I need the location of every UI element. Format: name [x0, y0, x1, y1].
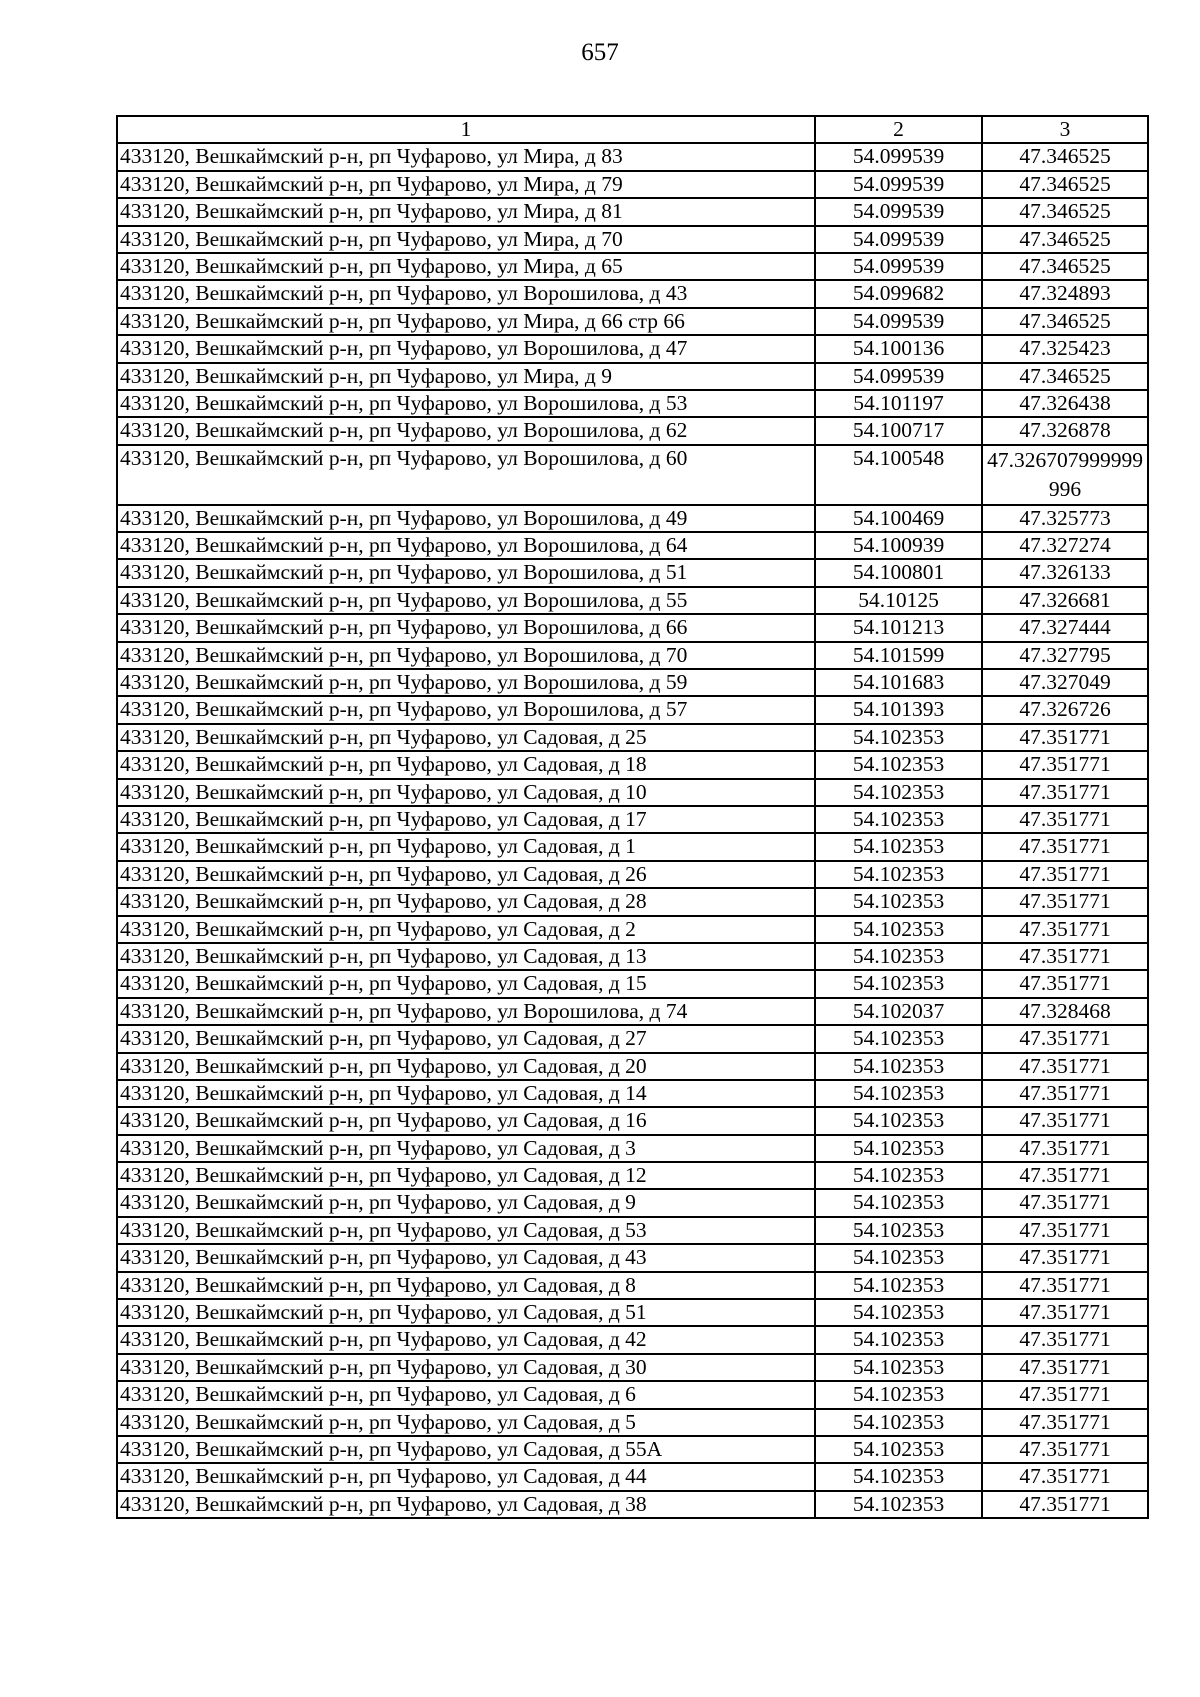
- longitude-cell: 47.351771: [982, 970, 1148, 997]
- table-row: [117, 1299, 1148, 1326]
- table-row: [117, 998, 1148, 1025]
- longitude-cell: 47.327049: [982, 669, 1148, 696]
- address-cell: 433120, Вешкаймский р-н, рп Чуфарово, ул Садовая, д 2: [117, 916, 815, 943]
- address-cell: 433120, Вешкаймский р-н, рп Чуфарово, ул Садовая, д 9: [117, 1189, 815, 1216]
- table-row: [117, 253, 1148, 280]
- table-row: [117, 505, 1148, 532]
- address-cell: 433120, Вешкаймский р-н, рп Чуфарово, ул Садовая, д 28: [117, 888, 815, 915]
- address-cell: 433120, Вешкаймский р-н, рп Чуфарово, ул Садовая, д 14: [117, 1080, 815, 1107]
- latitude-cell: 54.100136: [815, 335, 982, 362]
- latitude-cell: 54.099539: [815, 226, 982, 253]
- address-cell: 433120, Вешкаймский р-н, рп Чуфарово, ул Садовая, д 42: [117, 1326, 815, 1353]
- longitude-cell: 47.346525: [982, 143, 1148, 170]
- latitude-cell: 54.101599: [815, 642, 982, 669]
- latitude-cell: 54.102353: [815, 1436, 982, 1463]
- address-cell: 433120, Вешкаймский р-н, рп Чуфарово, ул Ворошилова, д 64: [117, 532, 815, 559]
- address-cell: 433120, Вешкаймский р-н, рп Чуфарово, ул Ворошилова, д 60: [117, 445, 815, 505]
- longitude-cell: 47.351771: [982, 1409, 1148, 1436]
- table-row: [117, 806, 1148, 833]
- table-row: [117, 888, 1148, 915]
- table-row: [117, 1272, 1148, 1299]
- latitude-cell: 54.099539: [815, 143, 982, 170]
- table-row: [117, 417, 1148, 444]
- longitude-cell: 47.351771: [982, 1272, 1148, 1299]
- latitude-cell: 54.102037: [815, 998, 982, 1025]
- longitude-cell: 47.351771: [982, 1135, 1148, 1162]
- address-cell: 433120, Вешкаймский р-н, рп Чуфарово, ул Ворошилова, д 51: [117, 559, 815, 586]
- longitude-cell: 47.351771: [982, 724, 1148, 751]
- table-row: [117, 1244, 1148, 1271]
- longitude-cell: 47.327274: [982, 532, 1148, 559]
- table-row: [117, 943, 1148, 970]
- address-cell: 433120, Вешкаймский р-н, рп Чуфарово, ул Садовая, д 25: [117, 724, 815, 751]
- longitude-cell: 47.326707999999996: [982, 445, 1148, 505]
- longitude-cell: 47.346525: [982, 198, 1148, 225]
- latitude-cell: 54.100469: [815, 505, 982, 532]
- table-row: [117, 696, 1148, 723]
- longitude-cell: 47.351771: [982, 1107, 1148, 1134]
- latitude-cell: 54.101213: [815, 614, 982, 641]
- address-cell: 433120, Вешкаймский р-н, рп Чуфарово, ул Мира, д 66 стр 66: [117, 308, 815, 335]
- latitude-cell: 54.099539: [815, 198, 982, 225]
- latitude-cell: 54.101683: [815, 669, 982, 696]
- table-row: [117, 1217, 1148, 1244]
- latitude-cell: 54.102353: [815, 1244, 982, 1271]
- coordinates-table: [116, 115, 1149, 1519]
- table-row: [117, 669, 1148, 696]
- longitude-cell: 47.351771: [982, 779, 1148, 806]
- address-cell: 433120, Вешкаймский р-н, рп Чуфарово, ул Ворошилова, д 70: [117, 642, 815, 669]
- longitude-cell: 47.351771: [982, 1080, 1148, 1107]
- address-cell: 433120, Вешкаймский р-н, рп Чуфарово, ул Ворошилова, д 47: [117, 335, 815, 362]
- column-header-2: 2: [815, 116, 982, 143]
- table-row: [117, 1436, 1148, 1463]
- table-row: [117, 833, 1148, 860]
- latitude-cell: 54.102353: [815, 1409, 982, 1436]
- latitude-cell: 54.102353: [815, 888, 982, 915]
- latitude-cell: 54.102353: [815, 1053, 982, 1080]
- address-cell: 433120, Вешкаймский р-н, рп Чуфарово, ул Садовая, д 1: [117, 833, 815, 860]
- address-cell: 433120, Вешкаймский р-н, рп Чуфарово, ул Садовая, д 55А: [117, 1436, 815, 1463]
- address-cell: 433120, Вешкаймский р-н, рп Чуфарово, ул Садовая, д 16: [117, 1107, 815, 1134]
- latitude-cell: 54.102353: [815, 833, 982, 860]
- latitude-cell: 54.102353: [815, 1354, 982, 1381]
- table-body: [117, 116, 1148, 1518]
- address-cell: 433120, Вешкаймский р-н, рп Чуфарово, ул Садовая, д 6: [117, 1381, 815, 1408]
- longitude-cell: 47.346525: [982, 308, 1148, 335]
- table-row: [117, 363, 1148, 390]
- longitude-cell: 47.351771: [982, 1299, 1148, 1326]
- longitude-cell: 47.351771: [982, 806, 1148, 833]
- address-cell: 433120, Вешкаймский р-н, рп Чуфарово, ул Мира, д 65: [117, 253, 815, 280]
- longitude-cell: 47.351771: [982, 833, 1148, 860]
- address-cell: 433120, Вешкаймский р-н, рп Чуфарово, ул Мира, д 9: [117, 363, 815, 390]
- longitude-cell: 47.351771: [982, 1025, 1148, 1052]
- longitude-cell: 47.351771: [982, 861, 1148, 888]
- longitude-cell: 47.326438: [982, 390, 1148, 417]
- latitude-cell: 54.101393: [815, 696, 982, 723]
- longitude-cell: 47.346525: [982, 253, 1148, 280]
- latitude-cell: 54.102353: [815, 1217, 982, 1244]
- address-cell: 433120, Вешкаймский р-н, рп Чуфарово, ул Садовая, д 8: [117, 1272, 815, 1299]
- table-row: [117, 642, 1148, 669]
- latitude-cell: 54.102353: [815, 1189, 982, 1216]
- latitude-cell: 54.102353: [815, 1463, 982, 1490]
- latitude-cell: 54.102353: [815, 724, 982, 751]
- table-row: [117, 779, 1148, 806]
- table-row: [117, 1463, 1148, 1490]
- longitude-cell: 47.351771: [982, 916, 1148, 943]
- address-cell: 433120, Вешкаймский р-н, рп Чуфарово, ул Садовая, д 44: [117, 1463, 815, 1490]
- table-row: [117, 1107, 1148, 1134]
- longitude-cell: 47.327444: [982, 614, 1148, 641]
- latitude-cell: 54.102353: [815, 751, 982, 778]
- table-row: [117, 1381, 1148, 1408]
- longitude-cell: 47.346525: [982, 363, 1148, 390]
- latitude-cell: 54.099539: [815, 171, 982, 198]
- table-row: [117, 532, 1148, 559]
- address-cell: 433120, Вешкаймский р-н, рп Чуфарово, ул Садовая, д 51: [117, 1299, 815, 1326]
- longitude-cell: 47.351771: [982, 1491, 1148, 1518]
- table-row: [117, 861, 1148, 888]
- longitude-cell: 47.351771: [982, 1162, 1148, 1189]
- latitude-cell: 54.102353: [815, 943, 982, 970]
- address-cell: 433120, Вешкаймский р-н, рп Чуфарово, ул Ворошилова, д 66: [117, 614, 815, 641]
- longitude-cell: 47.326133: [982, 559, 1148, 586]
- table-row: [117, 1409, 1148, 1436]
- table-row: [117, 143, 1148, 170]
- longitude-cell: 47.327795: [982, 642, 1148, 669]
- table-row: [117, 1162, 1148, 1189]
- table-row: [117, 308, 1148, 335]
- longitude-cell: 47.351771: [982, 1217, 1148, 1244]
- longitude-cell: 47.351771: [982, 1053, 1148, 1080]
- address-cell: 433120, Вешкаймский р-н, рп Чуфарово, ул Ворошилова, д 74: [117, 998, 815, 1025]
- latitude-cell: 54.100939: [815, 532, 982, 559]
- address-cell: 433120, Вешкаймский р-н, рп Чуфарово, ул Ворошилова, д 49: [117, 505, 815, 532]
- latitude-cell: 54.102353: [815, 1381, 982, 1408]
- latitude-cell: 54.102353: [815, 861, 982, 888]
- address-cell: 433120, Вешкаймский р-н, рп Чуфарово, ул Ворошилова, д 59: [117, 669, 815, 696]
- table-row: [117, 335, 1148, 362]
- longitude-cell: 47.351771: [982, 1244, 1148, 1271]
- longitude-cell: 47.326878: [982, 417, 1148, 444]
- longitude-cell: 47.351771: [982, 751, 1148, 778]
- table-row: [117, 559, 1148, 586]
- latitude-cell: 54.102353: [815, 1162, 982, 1189]
- longitude-cell: 47.346525: [982, 171, 1148, 198]
- longitude-cell: 47.328468: [982, 998, 1148, 1025]
- longitude-cell: 47.326681: [982, 587, 1148, 614]
- address-cell: 433120, Вешкаймский р-н, рп Чуфарово, ул Садовая, д 38: [117, 1491, 815, 1518]
- longitude-cell: 47.351771: [982, 1436, 1148, 1463]
- address-cell: 433120, Вешкаймский р-н, рп Чуфарово, ул Садовая, д 20: [117, 1053, 815, 1080]
- column-header-3: 3: [982, 116, 1148, 143]
- latitude-cell: 54.101197: [815, 390, 982, 417]
- address-cell: 433120, Вешкаймский р-н, рп Чуфарово, ул Садовая, д 5: [117, 1409, 815, 1436]
- longitude-cell: 47.351771: [982, 1463, 1148, 1490]
- longitude-cell: 47.326726: [982, 696, 1148, 723]
- address-cell: 433120, Вешкаймский р-н, рп Чуфарово, ул Садовая, д 12: [117, 1162, 815, 1189]
- latitude-cell: 54.10125: [815, 587, 982, 614]
- table-row: [117, 226, 1148, 253]
- longitude-cell: 47.351771: [982, 943, 1148, 970]
- table-row: [117, 445, 1148, 505]
- address-cell: 433120, Вешкаймский р-н, рп Чуфарово, ул Мира, д 83: [117, 143, 815, 170]
- latitude-cell: 54.100548: [815, 445, 982, 505]
- latitude-cell: 54.102353: [815, 1491, 982, 1518]
- table-row: [117, 198, 1148, 225]
- address-cell: 433120, Вешкаймский р-н, рп Чуфарово, ул Садовая, д 53: [117, 1217, 815, 1244]
- table-row: [117, 614, 1148, 641]
- table-row: [117, 1491, 1148, 1518]
- address-cell: 433120, Вешкаймский р-н, рп Чуфарово, ул Садовая, д 3: [117, 1135, 815, 1162]
- address-cell: 433120, Вешкаймский р-н, рп Чуфарово, ул Садовая, д 13: [117, 943, 815, 970]
- longitude-cell: 47.351771: [982, 1326, 1148, 1353]
- table-row: [117, 280, 1148, 307]
- latitude-cell: 54.102353: [815, 1272, 982, 1299]
- longitude-cell: 47.351771: [982, 1189, 1148, 1216]
- page-number: 657: [581, 39, 619, 66]
- address-cell: 433120, Вешкаймский р-н, рп Чуфарово, ул Садовая, д 43: [117, 1244, 815, 1271]
- table-row: [117, 724, 1148, 751]
- latitude-cell: 54.102353: [815, 1135, 982, 1162]
- latitude-cell: 54.102353: [815, 916, 982, 943]
- longitude-cell: 47.324893: [982, 280, 1148, 307]
- address-cell: 433120, Вешкаймский р-н, рп Чуфарово, ул Садовая, д 10: [117, 779, 815, 806]
- table-row: [117, 171, 1148, 198]
- address-cell: 433120, Вешкаймский р-н, рп Чуфарово, ул Ворошилова, д 43: [117, 280, 815, 307]
- latitude-cell: 54.099539: [815, 253, 982, 280]
- longitude-cell: 47.346525: [982, 226, 1148, 253]
- longitude-cell: 47.351771: [982, 1354, 1148, 1381]
- table-row: [117, 1326, 1148, 1353]
- address-cell: 433120, Вешкаймский р-н, рп Чуфарово, ул Ворошилова, д 62: [117, 417, 815, 444]
- address-cell: 433120, Вешкаймский р-н, рп Чуфарово, ул Садовая, д 18: [117, 751, 815, 778]
- column-header-1: 1: [117, 116, 815, 143]
- table-row: [117, 1080, 1148, 1107]
- table-row: [117, 1354, 1148, 1381]
- table-row: [117, 916, 1148, 943]
- address-cell: 433120, Вешкаймский р-н, рп Чуфарово, ул Мира, д 79: [117, 171, 815, 198]
- address-cell: 433120, Вешкаймский р-н, рп Чуфарово, ул Садовая, д 17: [117, 806, 815, 833]
- table-row: [117, 970, 1148, 997]
- address-cell: 433120, Вешкаймский р-н, рп Чуфарово, ул Ворошилова, д 53: [117, 390, 815, 417]
- latitude-cell: 54.102353: [815, 1107, 982, 1134]
- longitude-cell: 47.351771: [982, 1381, 1148, 1408]
- latitude-cell: 54.100801: [815, 559, 982, 586]
- address-cell: 433120, Вешкаймский р-н, рп Чуфарово, ул Ворошилова, д 57: [117, 696, 815, 723]
- address-cell: 433120, Вешкаймский р-н, рп Чуфарово, ул Садовая, д 15: [117, 970, 815, 997]
- address-cell: 433120, Вешкаймский р-н, рп Чуфарово, ул Мира, д 81: [117, 198, 815, 225]
- latitude-cell: 54.102353: [815, 1326, 982, 1353]
- latitude-cell: 54.102353: [815, 1025, 982, 1052]
- latitude-cell: 54.102353: [815, 970, 982, 997]
- address-cell: 433120, Вешкаймский р-н, рп Чуфарово, ул Садовая, д 26: [117, 861, 815, 888]
- table-row: [117, 1135, 1148, 1162]
- latitude-cell: 54.102353: [815, 779, 982, 806]
- table-row: [117, 1053, 1148, 1080]
- latitude-cell: 54.100717: [815, 417, 982, 444]
- latitude-cell: 54.102353: [815, 1080, 982, 1107]
- table-row: [117, 587, 1148, 614]
- table-row: [117, 390, 1148, 417]
- address-cell: 433120, Вешкаймский р-н, рп Чуфарово, ул Ворошилова, д 55: [117, 587, 815, 614]
- table-row: [117, 1189, 1148, 1216]
- latitude-cell: 54.099539: [815, 308, 982, 335]
- address-cell: 433120, Вешкаймский р-н, рп Чуфарово, ул Садовая, д 27: [117, 1025, 815, 1052]
- latitude-cell: 54.099539: [815, 363, 982, 390]
- table-header-row: [117, 116, 1148, 143]
- address-cell: 433120, Вешкаймский р-н, рп Чуфарово, ул Мира, д 70: [117, 226, 815, 253]
- longitude-cell: 47.325773: [982, 505, 1148, 532]
- address-cell: 433120, Вешкаймский р-н, рп Чуфарово, ул Садовая, д 30: [117, 1354, 815, 1381]
- table-row: [117, 751, 1148, 778]
- latitude-cell: 54.102353: [815, 806, 982, 833]
- longitude-cell: 47.351771: [982, 888, 1148, 915]
- latitude-cell: 54.102353: [815, 1299, 982, 1326]
- table-row: [117, 1025, 1148, 1052]
- latitude-cell: 54.099682: [815, 280, 982, 307]
- longitude-cell: 47.325423: [982, 335, 1148, 362]
